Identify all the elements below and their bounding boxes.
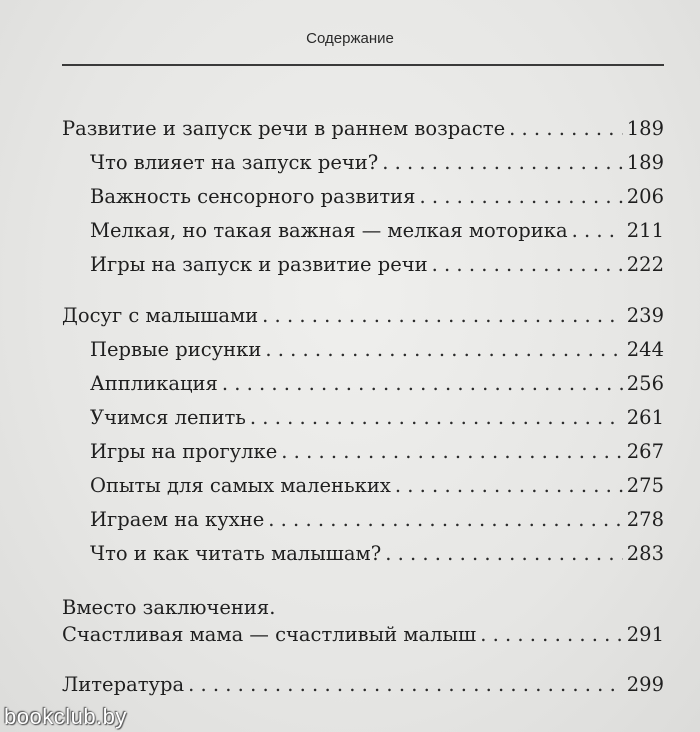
- dot-leader: [382, 150, 623, 176]
- dot-leader: [222, 371, 623, 397]
- dot-leader: [419, 184, 622, 210]
- toc-entry: [90, 150, 664, 176]
- dot-leader: [572, 218, 623, 244]
- toc-entry-title: Мелкая, но такая важная — мелкая моторика: [90, 219, 568, 242]
- toc-entry-page: 261: [626, 406, 664, 429]
- watermark: bookclub.by: [4, 704, 127, 729]
- toc-entry-page: 239: [626, 304, 664, 327]
- toc-entry-page: 256: [626, 372, 664, 395]
- toc-entry-title: Счастливая мама — счастливый малыш: [62, 623, 477, 646]
- toc-entry: [90, 184, 664, 210]
- toc-entry-page: 189: [626, 151, 664, 174]
- toc-entry-page: 206: [626, 185, 664, 208]
- toc-entry: [90, 252, 664, 278]
- toc-entry-title: Аппликация: [90, 372, 218, 395]
- toc-entry: [90, 337, 664, 363]
- toc-entry-page: 291: [626, 623, 664, 646]
- toc-entry-page: 244: [626, 338, 664, 361]
- header-rule: [62, 64, 664, 66]
- toc-entry-title: Развитие и запуск речи в раннем возрасте: [62, 117, 506, 140]
- dot-leader: [432, 252, 623, 278]
- dot-leader: [509, 116, 623, 142]
- toc-entry: [90, 473, 664, 499]
- toc-entry-page: 267: [626, 440, 664, 463]
- toc-entry-conclusion: [62, 622, 664, 648]
- dot-leader: [385, 541, 623, 567]
- toc-entry-title: Что влияет на запуск речи?: [90, 151, 379, 174]
- toc-entry: [90, 439, 664, 465]
- toc-entry: [62, 303, 664, 329]
- toc-entry-page: 299: [626, 673, 664, 696]
- dot-leader: [188, 672, 623, 698]
- dot-leader: [480, 622, 623, 648]
- conclusion-heading: Вместо заключения.: [62, 596, 276, 619]
- toc-entry-page: 275: [626, 474, 664, 497]
- dot-leader: [250, 405, 623, 431]
- toc-entry: [90, 507, 664, 533]
- toc-entry-title: Опыты для самых маленьких: [90, 474, 391, 497]
- dot-leader: [395, 473, 623, 499]
- toc-entry-page: 222: [626, 253, 664, 276]
- toc-entry: [90, 405, 664, 431]
- toc-entry: [90, 371, 664, 397]
- dot-leader: [265, 337, 622, 363]
- dot-leader: [268, 507, 623, 533]
- toc-entry-title: Игры на прогулке: [90, 440, 278, 463]
- dot-leader: [281, 439, 622, 465]
- toc-entry: [90, 541, 664, 567]
- toc-entry-title: Играем на кухне: [90, 508, 265, 531]
- toc-entry-title: Первые рисунки: [90, 338, 262, 361]
- toc-entry-title: Литература: [62, 673, 185, 696]
- toc-entry-title: Досуг с малышами: [62, 304, 259, 327]
- dot-leader: [262, 303, 623, 329]
- toc-entry: [90, 218, 664, 244]
- toc-entry-title: Что и как читать малышам?: [90, 542, 382, 565]
- toc-entry: [62, 116, 664, 142]
- toc-entry-page: 211: [626, 219, 664, 242]
- toc-entry-title: Игры на запуск и развитие речи: [90, 253, 428, 276]
- running-header: Содержание: [306, 30, 394, 47]
- toc-entry-page: 278: [626, 508, 664, 531]
- toc-entry-literature: [62, 672, 664, 698]
- toc-entry-title: Учимся лепить: [90, 406, 246, 429]
- toc-entry-title: Важность сенсорного развития: [90, 185, 416, 208]
- toc-entry-page: 189: [626, 117, 664, 140]
- toc-entry-page: 283: [626, 542, 664, 565]
